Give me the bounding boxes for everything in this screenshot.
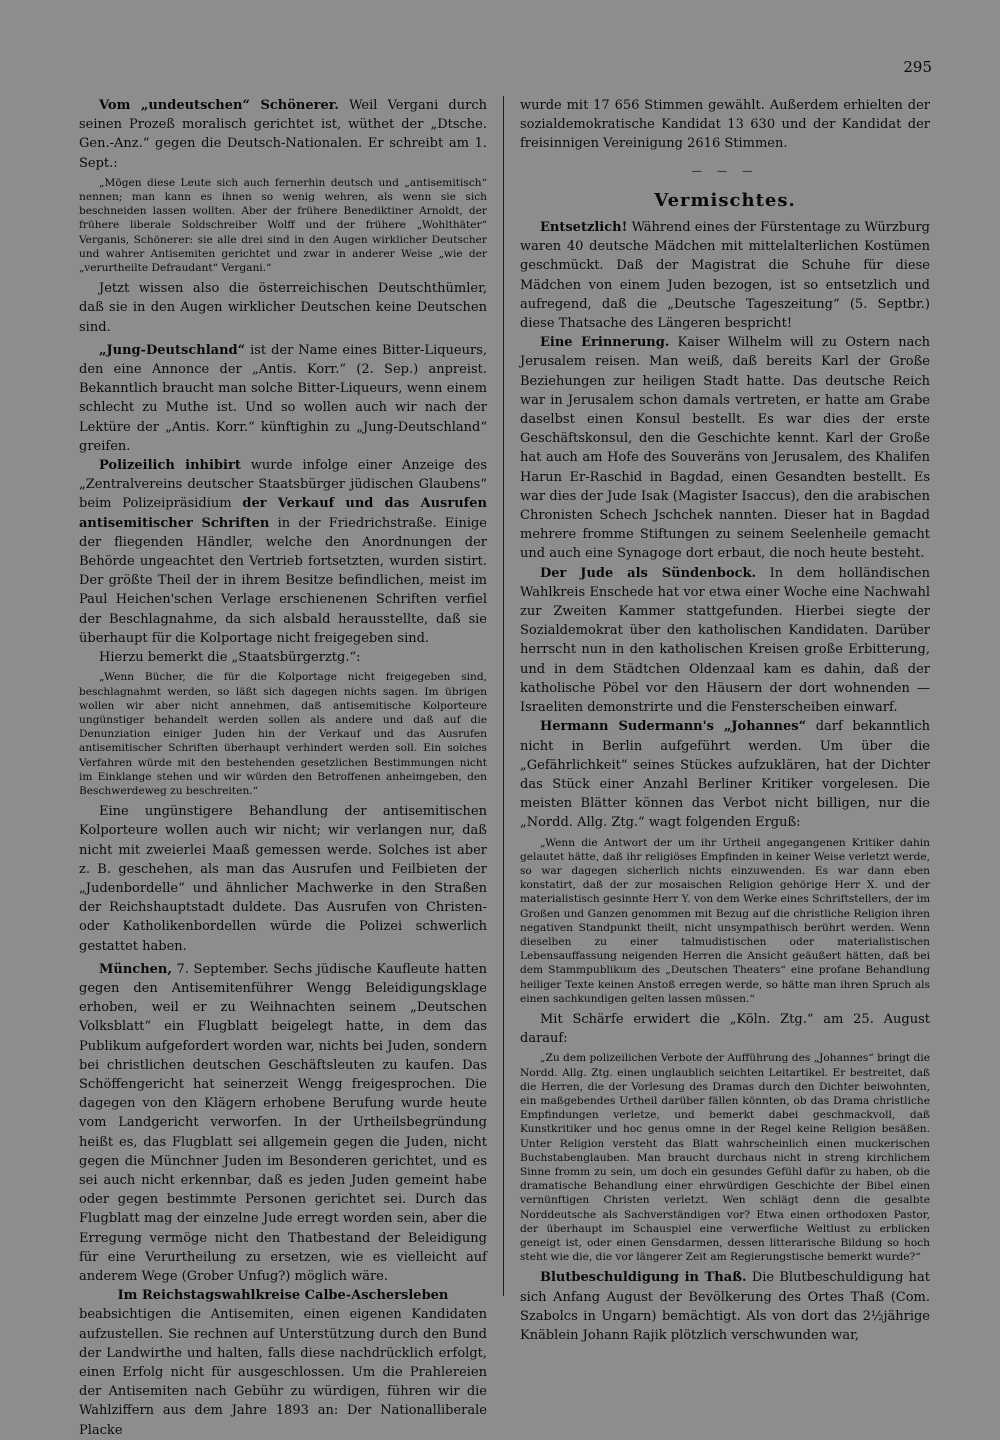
article-body: darf bekanntlich nicht in Berlin aufgeführt werden. Um über die „Gefährlichkeit“ seines Stückes aufzuklären, hat der Dichter das Stück einer Anzahl Berliner Kritiker vorgelesen. Die meisten Blätter können das Verbot nicht billigen, nur die „Nordd. Allg. Ztg.“ wagt folgenden Erguß: [520,719,930,831]
quote-block: „Zu dem polizeilichen Verbote der Aufführung des „Johannes“ bringt die Nordd. Allg. Ztg. einen unglaublich seichten Leitartikel. Er bestreitet, daß die Herren, die der Vorlesung des Dramas durch den Dichter beiwohnten, ein maßgebendes Urtheil darüber fällen könnten, ob das Drama christliche Empfindungen verletze, und bemerkt dabei geschmackvoll, daß Kunstkritiker und hoc genus omne in der Regel keine Religion besäßen. Unter Religion versteht das Blatt wahrscheinlich einen muckerischen Buchstabenglauben. Man braucht durchaus nicht in streng kirchlichem Sinne fromm zu sein, um doch ein gesundes Gefühl dafür zu haben, ob die dramatische Behandlung einer ehrwürdigen Geschichte der Bibel einen vernünftigen Christen verletzt. Wen schlägt denn die gesalbte Norddeutsche als Sachverständigen vor? Etwa einen orthodoxen Pastor, der überhaupt im Schauspiel eine verwerfliche Weltlust zu erblicken geneigt ist, oder einen Gensdarmen, dessen litterarische Bildung so hoch steht wie die, die vor längerer Zeit am Regierungstische bemerkt wurde?“ [520,1052,930,1264]
article-body: wurde infolge einer Anzeige des „Zentralvereins deutscher Staatsbürger jüdischen Glaubens“ beim Polizeipräsidium [79,458,487,512]
article-jude-als-suendenbock [520,564,930,718]
article-body: Weil Vergani durch seinen Prozeß moralisch gerichtet ist, wüthet der „Dtsche. Gen.-Anz.“ gegen die Deutsch-Nationalen. Er schreibt am 1. Sept.: [79,98,487,171]
article-blutbeschuldigung [520,1268,930,1345]
paragraph: Eine ungünstigere Behandlung der antisemitischen Kolporteure wollen auch wir nicht; wir verlangen nur, daß nicht mit zweierlei Maaß gemessen werde. Solches ist aber z. B. geschehen, als man das Ausrufen und Feilbieten der „Judenbordelle“ und ähnlicher Machwerke in den Straßen der Reichshauptstadt duldete. Das Ausrufen von Christen- oder Katholikenbordellen würde die Polizei schwerlich gestattet haben. [79,804,487,954]
article-jung-deutschland [79,341,487,456]
article-body: beabsichtigen die Antisemiten, einen eigenen Kandidaten aufzustellen. Sie rechnen auf Unterstützung durch den Bund der Landwirthe und halten, falls diese nachdrücklich erfolgt, einen Erfolg nicht für ausgeschlossen. Um die Prahlereien der Antisemiten nach Gebühr zu würdigen, führen wir die Wahlziffern aus dem Jahre 1893 an: Der Nationalliberale Placke [79,1307,487,1438]
article-title: Hermann Sudermann's „Johannes“ [540,719,807,735]
article-title: Im Reichstagswahlkreise Calbe-Aschersleben [117,1288,449,1304]
article-title: München, [99,961,172,977]
article-eine-erinnerung [520,333,930,563]
article-body: Kaiser Wilhelm will zu Ostern nach Jerusalem reisen. Man weiß, daß bereits Karl der Große Beziehungen zur heiligen Stadt hatte. Das deutsche Reich war in Jerusalem schon damals vertreten, er hatte am Grabe daselbst einen Konsul bestellt. Es war dies der erste Geschäftskonsul, den die Geschichte kennt. Karl der Große hat auch am Hofe des Souveräns von Jerusalem, des Khalifen Harun Er-Raschid in Bagdad, einen Gesandten bestellt. Es war dies der Jude Isak (Magister Isaccus), den die arabischen Chronisten Schech Jschchek nannten. Dieser hat in Bagdad mehrere fromme Stiftungen zu seinem Seelenheile gemacht und auch eine Synagoge dort erbaut, die noch heute besteht. [520,335,930,562]
quote-block: „Mögen diese Leute sich auch fernerhin deutsch und „antisemitisch“ nennen; man kann es ihnen so wenig wehren, als wenn sie sich beschneiden lassen wollten. Aber der frühere Benediktiner Arnoldt, der frühere liberale Soldschreiber Wolff und der frühere „Wohlthäter“ Verganis, Schönerer: sie alle drei sind in den Augen wirklicher Deutscher und wahrer Antisemiten gerichtet und zwar in anderer Weise „wie der „verurtheilte Defraudant“ Vergani.“ [79,176,487,275]
article-title: Blutbeschuldigung in Thaß. [540,1270,747,1286]
article-entsetzlich [520,218,930,333]
right-column [520,96,930,1345]
article-title: Polizeilich inhibirt [99,458,241,474]
article-body: in der Friedrichstraße. Einige der fliegenden Händler, welche den Anordnungen der Behörde ungeachtet den Vertrieb fortsetzten, wurden sistirt. Der größte Theil der in ihrem Besitze befindlichen, meist im Paul Heichen'schen Verlage erschienenen Schriften verfiel der Beschlagnahme, da sich alsbald herausstellte, daß sie überhaupt für die Kolportage nicht freigegeben sind. [79,515,488,646]
article-polizeilich-inhibirt [79,456,487,648]
quote-lead: Hierzu bemerkt die „Staatsbürgerztg.“: [99,650,361,666]
separator: — — — [691,165,759,177]
paragraph: Jetzt wissen also die österreichischen Deutschthümler, daß sie in den Augen wirklicher Deutschen keine Deutschen sind. [79,281,487,335]
article-body: ist der Name eines Bitter-Liqueurs, den eine Annonce der „Antis. Korr.“ (2. Sep.) anpreist. Bekanntlich braucht man solche Bitter-Liqueurs, wenn einem schlecht zu Muthe ist. Und so wollen auch wir nach der Lektüre der „Antis. Korr.“ künftighin zu „Jung-Deutschland“ greifen. [79,342,488,454]
article-undeutscher-schoenerer [79,96,487,173]
article-title: Entsetzlich! [540,220,628,236]
column-divider [503,96,504,1296]
article-title: Eine Erinnerung. [540,335,670,351]
page-number: 295 [903,58,932,76]
quote-lead: Mit Schärfe erwidert die „Köln. Ztg.“ am 25. August darauf: [520,1011,930,1047]
quote-block: „Wenn die Antwort der um ihr Urtheil angegangenen Kritiker dahin gelautet hätte, daß ihr religiöses Empfinden in keiner Weise verletzt werde, so war dagegen sicherlich nichts einzuwenden. Es war dann eben konstatirt, daß der zur mosaischen Religion gehörige Herr X. und der materialistisch gesinnte Herr Y. von dem Werke eines Schriftstellers, der im Großen und Ganzen genommen mit Bezug auf die christliche Religion ihren negativen Standpunkt theilt, nicht unsympathisch berührt werden. Wenn dieselben zu einer talmudistischen oder materialistischen Lebensauffassung neigenden Herren die Ansicht geäußert hätten, daß bei dem Stammpublikum des „Deutschen Theaters“ eine profane Behandlung heiliger Texte keinen Anstoß erregen werde, so hätte man ihren Spruch als einen sachkundigen gelten lassen müssen.“ [520,836,930,1005]
left-column [79,96,487,1440]
article-muenchen [79,960,487,1286]
article-body: In dem holländischen Wahlkreis Enschede hat vor etwa einer Woche eine Nachwahl zur Zweiten Kammer stattgefunden. Hierbei siegte der Sozialdemokrat über den katholischen Kandidaten. Darüber herrscht nun in den katholischen Kreisen große Erbitterung, und in dem Städtchen Oldenzaal kam es dahin, daß der katholische Pöbel vor den Häusern der dort wohnenden — Israeliten demonstrirte und die Fensterscheiben einwarf. [520,565,930,716]
article-title: Der Jude als Sündenbock. [540,565,757,581]
continued-paragraph: wurde mit 17 656 Stimmen gewählt. Außerdem erhielten der sozialdemokratische Kandidat 13 630 und der Kandidat der freisinnigen Vereinigung 2616 Stimmen. [520,98,930,152]
article-title: „Jung-Deutschland“ [99,342,246,358]
bold-phrase: der Verkauf und das Ausrufen antisemitischer Schriften [79,496,487,531]
article-body: 7. September. Sechs jüdische Kaufleute hatten gegen den Antisemitenführer Wengg Beleidigungsklage erhoben, weil er zu Weihnachten seinem „Deutschen Volksblatt“ ein Flugblatt beigelegt hatte, in dem das Publikum aufgefordert worden war, nichts bei Juden, sondern bei christlichen deutschen Geschäftsleuten zu kaufen. Das Schöffengericht hat seinerzeit Wengg freigesprochen. Die dagegen von den Klägern erhobene Berufung wurde heute vom Landgericht verworfen. In der Urtheilsbegründung heißt es, das Flugblatt sei allgemein gegen die Juden, nicht gegen die Münchner Juden im Besonderen gerichtet, und es sei auch nicht erkennbar, daß es jeden Juden gemeint habe oder gegen bestimmte Personen gerichtet sei. Durch das Flugblatt mag der einzelne Jude erregt worden sein, aber die Erregung vermöge nicht den Thatbestand der Beleidigung für eine Verurtheilung zu ersetzen, wie es vielleicht auf anderem Wege (Grober Unfug?) möglich wäre. [79,961,487,1284]
section-heading: Vermischtes. [654,189,796,211]
article-sudermann [520,717,930,832]
article-body: Die Blutbeschuldigung hat sich Anfang August der Bevölkerung des Ortes Thaß (Com. Szabolcs in Ungarn) bemächtigt. Als von dort das 2½jährige Knäblein Johann Rajik plötzlich verschwunden war, [520,1270,930,1344]
article-title: Vom „undeutschen“ Schönerer. [99,98,339,113]
article-body: Während eines der Fürstentage zu Würzburg waren 40 deutsche Mädchen mit mittelalterlichen Kostümen geschmückt. Daß der Magistrat die Schuhe für diese Mädchen von einem Juden bezogen, ist so entsetzlich und aufregend, daß die „Deutsche Tageszeitung“ (5. Septbr.) diese Thatsache des Längeren bespricht! [520,220,930,332]
quote-block: „Wenn Bücher, die für die Kolportage nicht freigegeben sind, beschlagnahmt werden, so läßt sich dagegen nichts sagen. Im übrigen wollen wir aber nicht annehmen, daß antisemitische Kolporteure ungünstiger behandelt werden sollen als andere und daß auf die Denunziation einiger Juden hin der Verkauf und das Ausrufen antisemitischer Schriften überhaupt verhindert werden soll. Ein solches Verfahren würde mit den bestehenden gesetzlichen Bestimmungen nicht im Einklange stehen und wir würden den Betroffenen anheimgeben, den Beschwerdeweg zu beschreiten.“ [79,671,487,797]
